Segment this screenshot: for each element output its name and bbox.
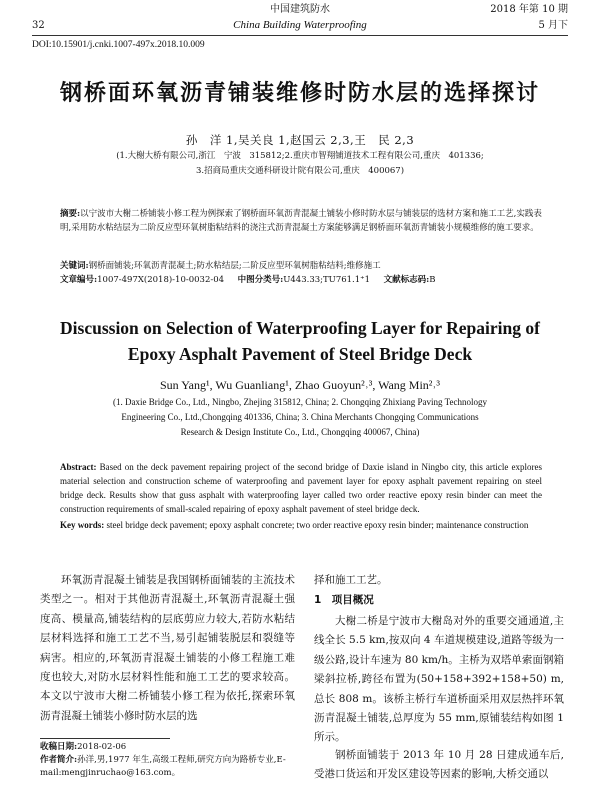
- affiliation-cn-2: 3.招商局重庆交通科研设计院有限公司,重庆 400067): [195, 166, 405, 176]
- clc-number: U443.33;TU761.1⁺1: [283, 275, 371, 285]
- abstract-cn-label: 摘要:: [60, 209, 81, 219]
- journal-name-cn: 中国建筑防水: [270, 4, 330, 15]
- author-info-label: 作者简介:: [40, 755, 78, 765]
- abstract-cn-text: 以宁波市大榭二桥铺装小修工程为例探索了钢桥面环氧沥青混凝土铺装小修时防水层与铺装层的选材方案和施工工艺,实践表明,采用防水粘结层为二阶反应型环氧树脂粘结料的浇注式沥青混凝土方案能够满足钢桥面环氧沥青铺装小规模维修的施工要求。: [60, 209, 542, 233]
- body-left-paragraph: 环氧沥青混凝土铺装是我国钢桥面铺装的主流技术类型之一。相对于其他沥青混凝土,环氧沥青混凝土强度高、模量高,铺装结构的层底剪应力较大,若防水粘结层材料选择和施工工艺不当,易引起铺装脱层和裂缝等病害。相应的,环氧沥青混凝土铺装的小修工程施工难度也较大,对防水层材料性能和施工工艺的要求较高。本文以宁波市大榭二桥铺装小修工程为依托,探索环氧沥青混凝土铺装小修时防水层的选: [40, 574, 295, 722]
- author-info: 孙洋,男,1977 年生,高级工程师,研究方向为路桥专业,E-mail:mengjinruchao@163.com。: [40, 755, 286, 778]
- doc-code-label: 文献标志码:: [383, 275, 430, 285]
- doc-code: B: [429, 275, 436, 285]
- affiliation-en-1: (1. Daxie Bridge Co., Ltd., Ningbo, Zhejing 315812, China; 2. Chongqing Zhixiang Paving Technology: [113, 397, 487, 407]
- abstract-en-label: Abstract:: [60, 462, 97, 472]
- page-number: 32: [32, 20, 45, 31]
- abstract-cn: [60, 207, 542, 235]
- body-right-paragraph-1: 大榭二桥是宁波市大榭岛对外的重要交通通道,主线全长 5.5 km,按双向 4 车道规模建设,道路等级为一级公路,设计车速为 80 km/h。主桥为双塔单索面钢箱梁斜拉桥,跨径布置为(50+158+392+158+50) m,总长 808 m。该桥主桥行车道桥面采用双层热拌环氧沥青混凝土铺装,总厚度为 55 mm,原铺装结构如图 1 所示。: [314, 615, 564, 744]
- footnote-rule: [40, 738, 170, 739]
- authors-cn: 孙 洋 1,吴关良 1,赵国云 2,3,王 民 2,3: [185, 133, 415, 147]
- keywords-cn-label: 关键词:: [60, 261, 89, 271]
- title-en-line-2: Epoxy Asphalt Pavement of Steel Bridge Deck: [127, 344, 473, 364]
- affiliation-cn-1: (1.大榭大桥有限公司,浙江 宁波 315812;2.重庆市智翔铺道技术工程有限公司,重庆 401336;: [116, 151, 484, 161]
- issue-year: 2018 年第 10 期: [490, 4, 568, 15]
- article-no-label: 文章编号:: [60, 275, 98, 285]
- body-right-continuation: 择和施工工艺。: [314, 574, 388, 586]
- title-en-line-1: Discussion on Selection of Waterproofing Layer for Repairing of: [60, 318, 540, 338]
- abstract-en-text: Based on the deck pavement repairing project of the second bridge of Daxie island in Ningbo city, this article explores material selection and construction scheme of waterproofing and pavement layer for epoxy asphalt pavement repairing on steel bridge deck. Results show that guss asphalt with waterproofing layer called two order reactive epoxy resin binder can meet the construction requirements of small-scaled repairing of epoxy asphalt pavement of steel bridge deck.: [60, 462, 542, 514]
- section-heading-1: 1 项目概况: [314, 594, 374, 606]
- header-rule: [32, 35, 568, 36]
- journal-name-en: China Building Waterproofing: [233, 19, 367, 31]
- keywords-cn: [60, 259, 542, 273]
- article-meta-cn: [60, 273, 542, 287]
- clc-label: 中图分类号:: [237, 275, 284, 285]
- body-right-paragraph-2: 钢桥面铺装于 2013 年 10 月 28 日建成通车后,受港口货运和开发区建设等因素的影响,大桥交通以: [314, 749, 564, 781]
- keywords-en-text: steel bridge deck pavement; epoxy asphalt concrete; two order reactive epoxy resin binder; maintenance construction: [106, 520, 529, 530]
- affiliation-en-3: Research & Design Institute Co., Ltd., Chongqing 400067, China): [180, 427, 420, 437]
- affiliation-en-2: Engineering Co., Ltd.,Chongqing 401336, China; 3. China Merchants Chongqing Communications: [121, 412, 479, 422]
- received-date: 2018-02-06: [77, 742, 127, 752]
- keywords-en: [60, 518, 542, 532]
- keywords-cn-text: 钢桥面铺装;环氧沥青混凝土;防水粘结层;二阶反应型环氧树脂粘结料;维修施工: [88, 261, 381, 271]
- keywords-en-label: Key words:: [60, 520, 105, 530]
- abstract-en: [60, 460, 542, 516]
- received-label: 收稿日期:: [40, 742, 78, 752]
- footnote: [40, 741, 295, 780]
- authors-en: Sun Yang¹, Wu Guanliang¹, Zhao Guoyun²˒³, Wang Min²˒³: [159, 378, 440, 392]
- title-cn: 钢桥面环氧沥青铺装维修时防水层的选择探讨: [59, 81, 540, 106]
- article-no: 1007-497X(2018)-10-0032-04: [97, 275, 225, 285]
- doi: DOI:10.15901/j.cnki.1007-497x.2018.10.009: [32, 40, 205, 50]
- issue-month: 5 月下: [538, 20, 568, 31]
